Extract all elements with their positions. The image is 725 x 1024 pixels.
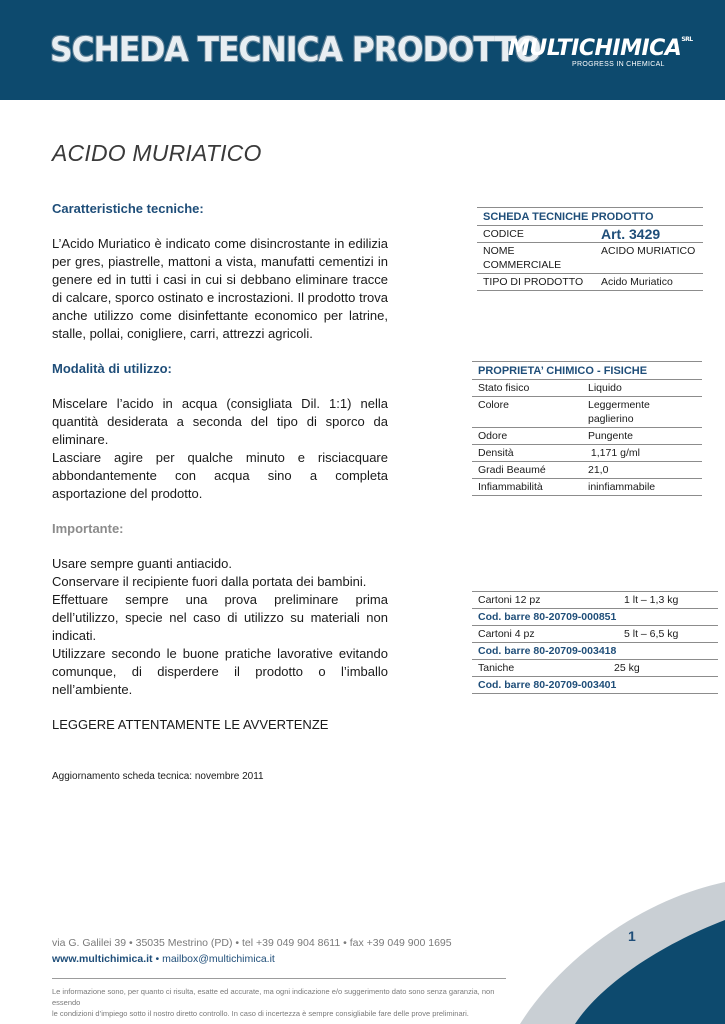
scheda-table (477, 207, 703, 291)
modalita-text-1: Miscelare l’acido in acqua (consigliata Dil. 1:1) nella quantità desiderata a seconda del tipo di sporco da eliminare. (52, 396, 388, 447)
footer-disclaimer (52, 986, 512, 1019)
footer-address: via G. Galilei 39 • 35035 Mestrino (PD) • tel +39 049 904 8611 • fax +39 049 900 1695 (52, 937, 452, 949)
table-row (472, 643, 718, 660)
property-value: Leggermente paglierino (582, 397, 702, 428)
barcode-text: Cod. barre 80-20709-003418 (472, 643, 718, 660)
importante-line-3: Effettuare sempre una prova preliminare prima dell’utilizzo, specie nel caso di utilizzo su materiali non indicati. (52, 592, 388, 643)
update-note: Aggiornamento scheda tecnica: novembre 2011 (52, 771, 264, 782)
property-label: Odore (472, 428, 582, 445)
table-row (472, 660, 718, 677)
table-row (477, 274, 703, 291)
tipo-label: TIPO DI PRODOTTO (477, 274, 595, 291)
property-value: Pungente (582, 428, 702, 445)
table-row (472, 380, 702, 397)
logo-registered: SRL (681, 36, 693, 43)
page-number: 1 (628, 928, 636, 944)
nome-label-line-2: COMMERCIALE (483, 259, 562, 271)
header-banner (0, 0, 725, 100)
property-value: 1,171 g/ml (582, 445, 702, 462)
property-value: ininfiammabile (582, 479, 702, 496)
website-link[interactable]: www.multichimica.it (52, 953, 153, 965)
importante-line-4: Utilizzare secondo le buone pratiche lavorative evitando comunque, di disperdere il prodotto o l’imballo nell’ambiente. (52, 646, 388, 697)
nome-label-line-1: NOME (483, 245, 515, 257)
proprieta-table-heading-row (472, 362, 702, 380)
scheda-table-heading: SCHEDA TECNICHE PRODOTTO (477, 208, 703, 226)
package-value: 5 lt – 6,5 kg (604, 626, 718, 643)
product-title: ACIDO MURIATICO (52, 140, 262, 166)
property-value: 21,0 (582, 462, 702, 479)
package-value: 25 kg (604, 660, 718, 677)
proprieta-table (472, 361, 702, 496)
importante-line-2: Conservare il recipiente fuori dalla portata dei bambini. (52, 574, 367, 589)
scheda-table-heading-row (477, 208, 703, 226)
property-value: Liquido (582, 380, 702, 397)
document-title: SCHEDA TECNICA PRODOTTO (50, 30, 541, 70)
property-label: Stato fisico (472, 380, 582, 397)
disclaimer-line-2: le condizioni d’impiego sotto il nostro diretto controllo. In caso di incertezza è sempre consigliabile fare delle prove preliminari. (52, 1009, 469, 1018)
contact-separator: • (155, 953, 160, 965)
codice-value: Art. 3429 (595, 226, 703, 243)
package-label: Taniche (472, 660, 604, 677)
barcode-text: Cod. barre 80-20709-003401 (472, 677, 718, 694)
caratteristiche-heading: Caratteristiche tecniche: (52, 201, 204, 216)
logo-tagline: PROGRESS IN CHEMICAL (572, 61, 665, 68)
table-row (472, 592, 718, 609)
disclaimer-line-1: Le informazione sono, per quanto ci risulta, esatte ed accurate, ma ogni indicazione e/o suggerimento dato sono senza garanzia, non essendo (52, 987, 495, 1007)
table-row (472, 677, 718, 694)
table-row (477, 226, 703, 243)
importante-line-1: Usare sempre guanti antiacido. (52, 556, 232, 571)
table-row (472, 445, 702, 462)
footer-divider (52, 978, 506, 979)
table-row (477, 243, 703, 274)
table-row (472, 462, 702, 479)
caratteristiche-text: L’Acido Muriatico è indicato come disincrostante in edilizia per gres, piastrelle, mattoni a vista, manufatti cementizi in genere ed in tutti i casi in cui si debbano eliminare tracce di calcare, sporco ostinato e incrostazioni. Il prodotto trova anche utilizzo come disinfettante economico per latrine, stalle, pollai, conigliere, carri, attrezzi agricoli. (52, 236, 388, 341)
packaging-table (472, 591, 718, 694)
proprieta-table-heading: PROPRIETA’ CHIMICO - FISICHE (472, 362, 702, 380)
modalita-heading: Modalità di utilizzo: (52, 361, 172, 376)
package-value: 1 lt – 1,3 kg (604, 592, 718, 609)
footer-contacts (52, 953, 275, 965)
property-label: Colore (472, 397, 582, 428)
table-row (472, 479, 702, 496)
nome-label (477, 243, 595, 274)
package-label: Cartoni 4 pz (472, 626, 604, 643)
avvertenze-notice: LEGGERE ATTENTAMENTE LE AVVERTENZE (52, 717, 329, 732)
package-label: Cartoni 12 pz (472, 592, 604, 609)
table-row (472, 428, 702, 445)
table-row (472, 609, 718, 626)
property-label: Infiammabilità (472, 479, 582, 496)
codice-label: CODICE (477, 226, 595, 243)
multichimica-logo (508, 36, 708, 76)
nome-value: ACIDO MURIATICO (595, 243, 703, 274)
barcode-text: Cod. barre 80-20709-000851 (472, 609, 718, 626)
table-row (472, 626, 718, 643)
property-label: Gradi Beaumé (472, 462, 582, 479)
description-column (52, 200, 388, 734)
modalita-text-2: Lasciare agire per qualche minuto e risciacquare abbondantemente con acqua sino a completa asportazione del prodotto. (52, 450, 388, 501)
email-link[interactable]: mailbox@multichimica.it (162, 953, 275, 965)
property-label: Densità (472, 445, 582, 462)
tipo-value: Acido Muriatico (595, 274, 703, 291)
logo-name: $MULTICHIMICA^{SRL}$ (508, 36, 693, 61)
importante-heading: Importante: (52, 521, 124, 536)
table-row (472, 397, 702, 428)
